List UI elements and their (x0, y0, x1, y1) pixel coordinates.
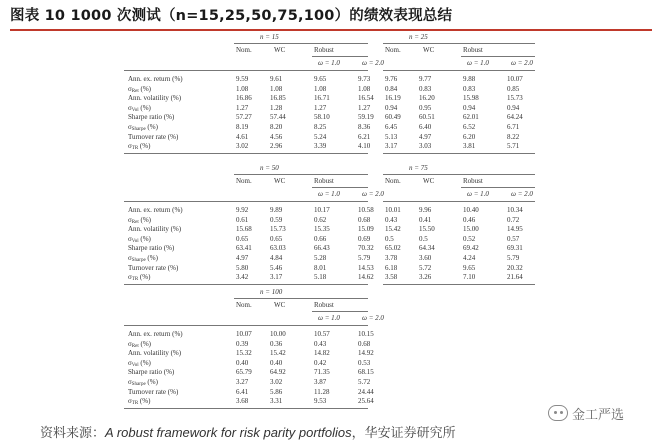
table-cell: 25.64 (358, 397, 374, 406)
table-cell: 0.84 (385, 84, 398, 93)
table-cell: 5.86 (270, 387, 283, 396)
table-cell: 9.53 (314, 397, 327, 406)
header-rule-bottom (124, 201, 368, 202)
watermark-text: 金工严选 (572, 407, 625, 423)
table-cell: 16.85 (270, 94, 286, 103)
table-cell: 10.01 (385, 206, 401, 214)
table-cell: 1.08 (314, 84, 327, 93)
row-label-sub: Sharpe (131, 258, 146, 263)
table-cell: 1.08 (236, 84, 249, 93)
table-cell: 3.78 (385, 254, 398, 262)
row-label-text: Ann. volatility (%) (128, 225, 182, 234)
table-cell: 0.65 (270, 234, 283, 243)
row-label-sub: Ret (131, 219, 139, 225)
table-cell: 9.96 (419, 206, 432, 214)
table-cell: 15.50 (419, 225, 435, 234)
table-cell: 4.97 (419, 132, 432, 141)
table-cell: 0.59 (270, 215, 283, 224)
row-label-suffix: (%) (138, 339, 151, 348)
table-cell: 0.94 (385, 103, 398, 112)
row-label-suffix: (%) (138, 142, 151, 151)
table-cell: 3.27 (236, 378, 249, 386)
table-cell: 3.31 (270, 397, 283, 406)
table-cell: 3.02 (236, 142, 249, 151)
row-label-text: Ann. ex. return (%) (128, 75, 183, 83)
table-cell: 1.08 (358, 84, 371, 93)
table-cell: 69.42 (463, 244, 479, 253)
table-cell: 0.43 (385, 215, 398, 224)
table-cell: 0.83 (463, 84, 476, 93)
col-header-omega-1: ω = 1.0 (467, 190, 489, 198)
table-cell: 14.53 (358, 263, 374, 272)
table-cell: 5.72 (419, 263, 432, 272)
table-cell: 14.62 (358, 273, 374, 282)
header-rule-bottom (124, 70, 368, 71)
table-cell: 4.84 (270, 254, 283, 262)
table-cell: 9.61 (270, 75, 283, 83)
col-header-nom: Nom. (385, 177, 401, 185)
table-cell: 15.00 (463, 225, 479, 234)
table-cell: 15.98 (463, 94, 479, 103)
table-cell: 64.92 (270, 368, 286, 377)
table-cell: 0.40 (236, 358, 249, 367)
source-label: 资料来源： (40, 426, 106, 441)
col-header-wc: WC (274, 177, 286, 185)
table-cell: 10.07 (236, 330, 252, 338)
table-cell: 0.85 (507, 84, 520, 93)
col-header-wc: WC (274, 46, 286, 54)
table-cell: 9.77 (419, 75, 432, 83)
table-cell: 57.27 (236, 113, 252, 122)
row-label-text: σ (128, 142, 132, 151)
table-cell: 5.24 (314, 132, 327, 141)
table-cell: 15.73 (507, 94, 523, 103)
table-cell: 14.92 (358, 349, 374, 358)
robust-rule (312, 187, 368, 188)
row-label-suffix: (%) (138, 358, 151, 367)
row-label-text: σ (128, 123, 132, 131)
row-label-suffix: (%) (145, 254, 158, 262)
table-cell: 66.43 (314, 244, 330, 253)
table-cell: 15.35 (314, 225, 330, 234)
table-cell: 0.5 (385, 234, 394, 243)
row-label-text: Ann. ex. return (%) (128, 206, 183, 214)
table-cell: 16.20 (419, 94, 435, 103)
col-header-wc: WC (274, 301, 286, 309)
table-cell: 1.27 (236, 103, 249, 112)
table-cell: 3.60 (419, 254, 432, 262)
table-cell: 6.20 (463, 132, 476, 141)
table-cell: 6.21 (358, 132, 371, 141)
row-label-text: σ (128, 254, 132, 262)
table-cell: 7.10 (463, 273, 476, 282)
table-cell: 9.92 (236, 206, 249, 214)
table-cell: 59.19 (358, 113, 374, 122)
col-header-robust: Robust (463, 46, 483, 54)
robust-rule (312, 56, 368, 57)
row-label-text: σ (128, 215, 132, 224)
table-cell: 16.86 (236, 94, 252, 103)
col-header-omega-2: ω = 2.0 (511, 59, 533, 67)
row-label-text: Ann. volatility (%) (128, 349, 182, 358)
col-header-omega-2: ω = 2.0 (511, 190, 533, 198)
table-cell: 0.52 (463, 234, 476, 243)
table-cell: 15.42 (385, 225, 401, 234)
table-cell: 3.42 (236, 273, 249, 282)
table-cell: 3.87 (314, 378, 327, 386)
row-label-sub: TR (131, 277, 139, 283)
table-cell: 9.88 (463, 75, 476, 83)
block-n-label: n = 100 (260, 288, 283, 296)
table-cell: 6.41 (236, 387, 249, 396)
wechat-icon (548, 405, 568, 421)
table-cell: 60.51 (419, 113, 435, 122)
table-cell: 15.09 (358, 225, 374, 234)
table-cell: 10.15 (358, 330, 374, 338)
col-header-nom: Nom. (236, 46, 252, 54)
table-cell: 20.32 (507, 263, 523, 272)
row-label-suffix: (%) (138, 84, 151, 93)
table-cell: 6.40 (419, 123, 432, 131)
row-label-text: σ (128, 358, 132, 367)
table-cell: 64.34 (419, 244, 435, 253)
table-cell: 0.40 (270, 358, 283, 367)
table-cell: 3.03 (419, 142, 432, 151)
row-label-text: σ (128, 397, 132, 406)
table-cell: 0.94 (507, 103, 520, 112)
table-cell: 0.53 (358, 358, 371, 367)
table-cell: 0.83 (419, 84, 432, 93)
table-cell: 5.71 (507, 142, 520, 151)
table-cell: 0.39 (236, 339, 249, 348)
col-header-omega-2: ω = 2.0 (362, 190, 384, 198)
col-header-robust: Robust (314, 301, 334, 309)
table-cell: 3.68 (236, 397, 249, 406)
col-header-omega-2: ω = 2.0 (362, 59, 384, 67)
col-header-wc: WC (423, 46, 435, 54)
col-header-omega-1: ω = 1.0 (318, 190, 340, 198)
table-cell: 4.97 (236, 254, 249, 262)
row-label-text: σ (128, 103, 132, 112)
table-cell: 69.31 (507, 244, 523, 253)
row-label-suffix: (%) (138, 273, 151, 282)
col-header-nom: Nom. (385, 46, 401, 54)
table-cell: 9.59 (236, 75, 249, 83)
table-cell: 10.17 (314, 206, 330, 214)
col-header-robust: Robust (314, 177, 334, 185)
table-cell: 60.49 (385, 113, 401, 122)
table-cell: 4.24 (463, 254, 476, 262)
col-header-omega-1: ω = 1.0 (467, 59, 489, 67)
header-rule-bottom (124, 325, 368, 326)
table-cell: 0.69 (358, 234, 371, 243)
table-cell: 9.76 (385, 75, 398, 83)
block-n-label: n = 15 (260, 33, 279, 41)
table-cell: 8.19 (236, 123, 249, 131)
table-cell: 0.95 (419, 103, 432, 112)
table-cell: 0.72 (507, 215, 520, 224)
table-cell: 15.32 (236, 349, 252, 358)
table-cell: 6.71 (507, 123, 520, 131)
row-label-text: Turnover rate (%) (128, 263, 179, 272)
row-label-sub: Vol (131, 107, 139, 113)
table-cell: 63.03 (270, 244, 286, 253)
col-header-omega-1: ω = 1.0 (318, 314, 340, 322)
table-cell: 3.26 (419, 273, 432, 282)
row-label-suffix: (%) (138, 234, 151, 243)
col-header-robust: Robust (463, 177, 483, 185)
table-cell: 1.27 (358, 103, 371, 112)
row-label-sub: TR (131, 401, 139, 407)
table-cell: 0.46 (463, 215, 476, 224)
table-cell: 58.10 (314, 113, 330, 122)
table-cell: 8.36 (358, 123, 371, 131)
row-label-sub: Sharpe (131, 382, 146, 387)
table-cell: 8.25 (314, 123, 327, 131)
row-label-text: Turnover rate (%) (128, 132, 179, 141)
table-cell: 0.41 (419, 215, 432, 224)
row-label-suffix: (%) (138, 397, 151, 406)
row-label-sub: Sharpe (131, 127, 146, 132)
table-cell: 1.28 (270, 103, 283, 112)
robust-rule (461, 56, 535, 57)
table-cell: 71.35 (314, 368, 330, 377)
robust-rule (312, 311, 368, 312)
table-cell: 10.34 (507, 206, 523, 214)
table-cell: 15.73 (270, 225, 286, 234)
table-cell: 8.01 (314, 263, 327, 272)
row-label-sub: Ret (131, 88, 139, 94)
table-cell: 68.15 (358, 368, 374, 377)
row-label-text: Ann. ex. return (%) (128, 330, 183, 338)
table-cell: 4.61 (236, 132, 249, 141)
block-n-label: n = 25 (409, 33, 428, 41)
table-cell: 70.32 (358, 244, 374, 253)
block-rule-top (234, 298, 368, 299)
block-n-label: n = 50 (260, 164, 279, 172)
table-cell: 15.68 (236, 225, 252, 234)
table-cell: 5.18 (314, 273, 327, 282)
table-cell: 62.01 (463, 113, 479, 122)
table-cell: 63.41 (236, 244, 252, 253)
table-cell: 64.24 (507, 113, 523, 122)
table-right (375, 33, 535, 418)
table-cell: 10.57 (314, 330, 330, 338)
table-cell: 0.65 (236, 234, 249, 243)
watermark (548, 402, 624, 424)
table-cell: 3.17 (270, 273, 283, 282)
table-cell: 0.42 (314, 358, 327, 367)
table-cell: 0.68 (358, 215, 371, 224)
col-header-nom: Nom. (236, 177, 252, 185)
row-label-text: σ (128, 378, 132, 386)
table-cell: 0.94 (463, 103, 476, 112)
table-cell: 16.19 (385, 94, 401, 103)
table-cell: 21.64 (507, 273, 523, 282)
row-label-text: Turnover rate (%) (128, 387, 179, 396)
row-label-text: σ (128, 84, 132, 93)
source-org: ，华安证券研究所 (351, 426, 456, 441)
block-rule-bottom (124, 153, 368, 154)
table-cell: 65.79 (236, 368, 252, 377)
row-label-text: Ann. volatility (%) (128, 94, 182, 103)
table-cell: 3.39 (314, 142, 327, 151)
table-cell: 6.18 (385, 263, 398, 272)
table-cell: 10.07 (507, 75, 523, 83)
table-cell: 5.13 (385, 132, 398, 141)
block-rule-bottom (124, 408, 368, 409)
col-header-robust: Robust (314, 46, 334, 54)
table-cell: 16.71 (314, 94, 330, 103)
row-label-suffix: (%) (145, 378, 158, 386)
table-cell: 0.5 (419, 234, 428, 243)
table-cell: 1.27 (314, 103, 327, 112)
table-cell: 0.36 (270, 339, 283, 348)
table-cell: 3.17 (385, 142, 398, 151)
table-cell: 0.61 (236, 215, 249, 224)
table-cell: 0.66 (314, 234, 327, 243)
table-cell: 8.20 (270, 123, 283, 131)
source-reference: A robust framework for risk parity portfolios (105, 425, 352, 440)
table-cell: 5.80 (236, 263, 249, 272)
table-left (124, 33, 384, 418)
block-rule-top (234, 43, 368, 44)
row-label-text: Sharpe ratio (%) (128, 113, 175, 122)
block-n-label: n = 75 (409, 164, 428, 172)
row-label-text: Sharpe ratio (%) (128, 244, 175, 253)
source-note (40, 424, 456, 442)
table-cell: 15.42 (270, 349, 286, 358)
row-label-text: σ (128, 339, 132, 348)
table-cell: 5.79 (507, 254, 520, 262)
table-cell: 10.40 (463, 206, 479, 214)
table-cell: 65.02 (385, 244, 401, 253)
row-label-sub: Vol (131, 238, 139, 244)
table-cell: 16.54 (358, 94, 374, 103)
table-cell: 24.44 (358, 387, 374, 396)
col-header-omega-2: ω = 2.0 (362, 314, 384, 322)
table-cell: 9.65 (314, 75, 327, 83)
robust-rule (461, 187, 535, 188)
table-cell: 0.57 (507, 234, 520, 243)
row-label-sub: TR (131, 146, 139, 152)
row-label-text: σ (128, 273, 132, 282)
block-rule-top (383, 174, 535, 175)
table-cell: 0.68 (358, 339, 371, 348)
table-cell: 10.00 (270, 330, 286, 338)
table-cell: 4.10 (358, 142, 371, 151)
block-rule-top (383, 43, 535, 44)
header-rule-bottom (383, 201, 535, 202)
table-cell: 3.02 (270, 378, 283, 386)
table-cell: 6.45 (385, 123, 398, 131)
block-rule-bottom (124, 284, 368, 285)
table-cell: 10.58 (358, 206, 374, 214)
table-cell: 5.79 (358, 254, 371, 262)
table-cell: 5.72 (358, 378, 371, 386)
row-label-sub: Vol (131, 362, 139, 368)
row-label-suffix: (%) (138, 215, 151, 224)
table-cell: 2.96 (270, 142, 283, 151)
row-label-sub: Ret (131, 343, 139, 349)
row-label-text: Sharpe ratio (%) (128, 368, 175, 377)
table-cell: 57.44 (270, 113, 286, 122)
table-cell: 4.56 (270, 132, 283, 141)
table-cell: 0.43 (314, 339, 327, 348)
table-cell: 3.58 (385, 273, 398, 282)
table-cell: 9.89 (270, 206, 283, 214)
title-rule (10, 29, 652, 31)
figure-title: 图表 10 1000 次测试（n=15,25,50,75,100）的绩效表现总结 (10, 8, 453, 24)
table-cell: 3.81 (463, 142, 476, 151)
col-header-nom: Nom. (236, 301, 252, 309)
block-rule-bottom (383, 153, 535, 154)
block-rule-bottom (383, 284, 535, 285)
header-rule-bottom (383, 70, 535, 71)
col-header-omega-1: ω = 1.0 (318, 59, 340, 67)
table-cell: 6.52 (463, 123, 476, 131)
table-cell: 9.65 (463, 263, 476, 272)
block-rule-top (234, 174, 368, 175)
table-cell: 9.73 (358, 75, 371, 83)
table-cell: 8.22 (507, 132, 520, 141)
table-cell: 0.62 (314, 215, 327, 224)
table-cell: 5.46 (270, 263, 283, 272)
table-cell: 5.28 (314, 254, 327, 262)
table-cell: 1.08 (270, 84, 283, 93)
row-label-suffix: (%) (145, 123, 158, 131)
row-label-suffix: (%) (138, 103, 151, 112)
col-header-wc: WC (423, 177, 435, 185)
row-label-text: σ (128, 234, 132, 243)
table-cell: 11.28 (314, 387, 330, 396)
table-cell: 14.95 (507, 225, 523, 234)
table-cell: 14.82 (314, 349, 330, 358)
